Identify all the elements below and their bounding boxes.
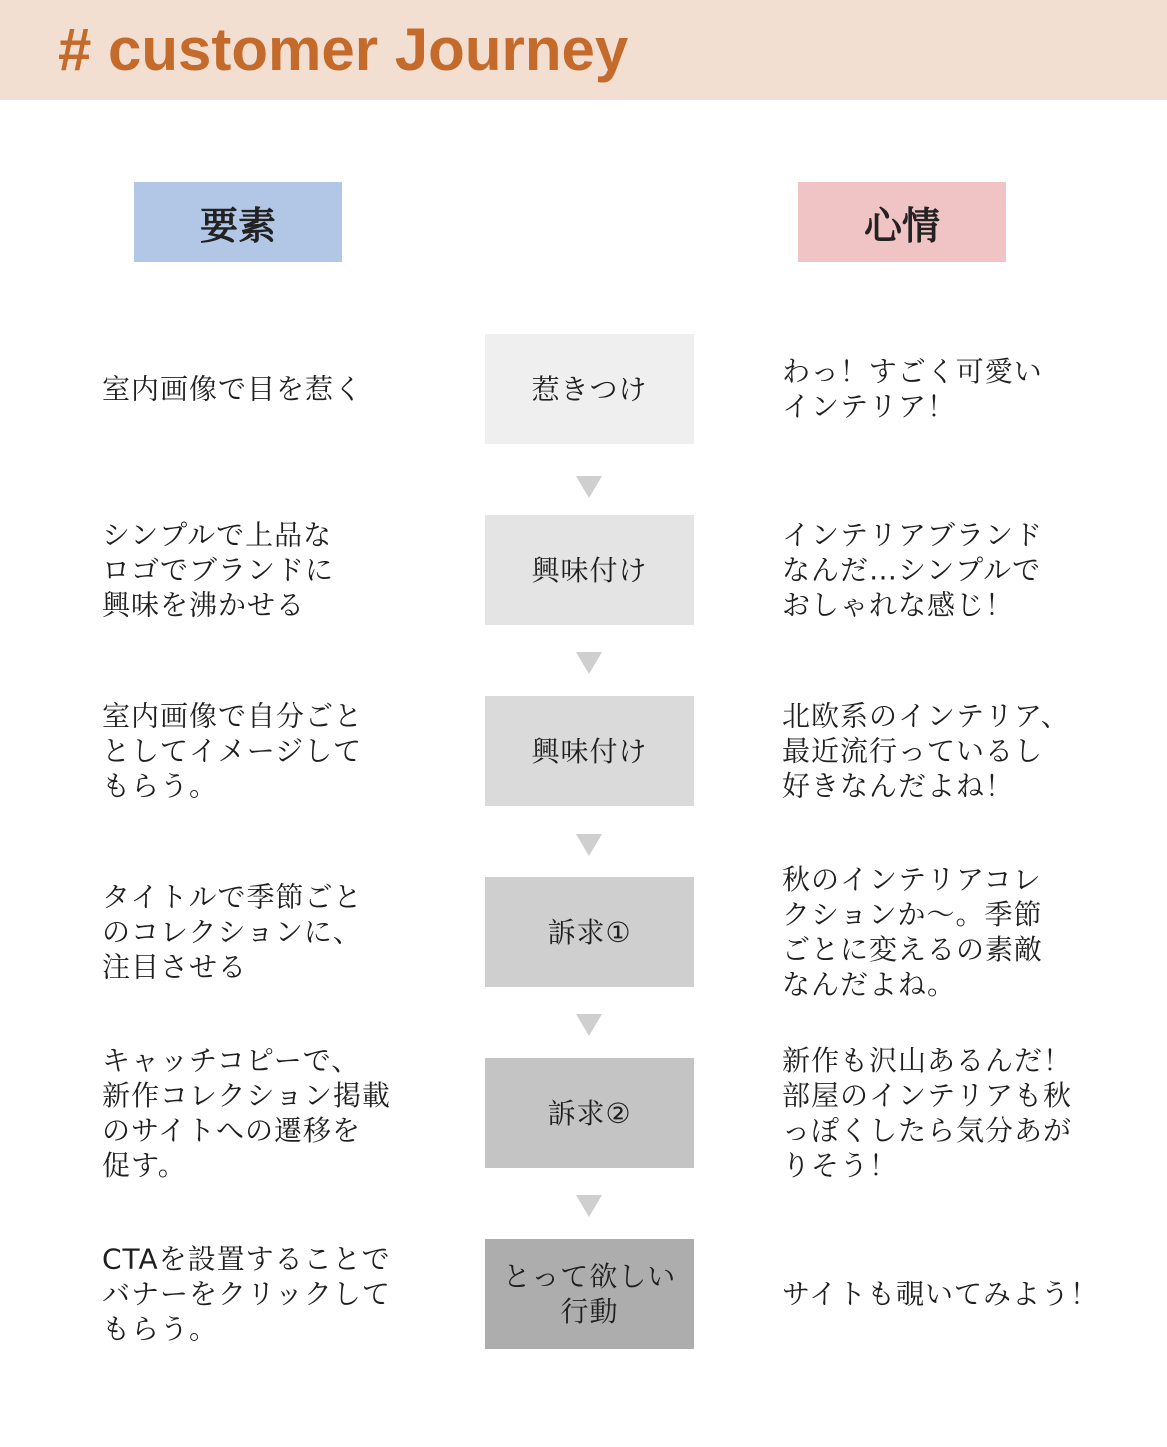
emotion-text: 北欧系のインテリア、 最近流行っているし 好きなんだよね！ — [782, 699, 1070, 803]
element-text: 室内画像で自分ごと としてイメージして もらう。 — [102, 699, 364, 803]
journey-row — [0, 1239, 1167, 1349]
journey-row — [0, 696, 1167, 806]
journey-row — [0, 334, 1167, 444]
column-header-elements: 要素 — [134, 182, 342, 262]
emotion-text: インテリアブランド なんだ…シンプルで おしゃれな感じ！ — [782, 518, 1044, 622]
column-header-emotion: 心情 — [798, 182, 1006, 262]
emotion-text: 秋のインテリアコレ クションか〜。季節 ごとに変えるの素敵 なんだよね。 — [782, 863, 1044, 1001]
flow-arrow — [576, 1014, 602, 1036]
flow-arrow — [576, 1195, 602, 1217]
element-text: タイトルで季節ごと のコレクションに、 注目させる — [102, 880, 363, 984]
stage-box: 訴求① — [485, 877, 694, 987]
header-band — [0, 0, 1167, 100]
emotion-text: 新作も沢山あるんだ！ 部屋のインテリアも秋 っぽくしたら気分あが りそう！ — [782, 1044, 1073, 1182]
emotion-text: サイトも覗いてみよう！ — [782, 1277, 1100, 1311]
journey-row — [0, 863, 1167, 1001]
flow-arrow — [576, 834, 602, 856]
stage-box: 訴求② — [485, 1058, 694, 1168]
element-text: シンプルで上品な ロゴでブランドに 興味を沸かせる — [102, 518, 335, 622]
element-text: CTAを設置することで バナーをクリックして もらう。 — [102, 1242, 391, 1346]
element-text: キャッチコピーで、 新作コレクション掲載 のサイトへの遷移を 促す。 — [102, 1044, 391, 1182]
journey-row — [0, 515, 1167, 625]
emotion-text: わっ！すごく可愛い インテリア！ — [782, 355, 1043, 423]
element-text: 室内画像で目を惹く — [102, 372, 364, 406]
flow-arrow — [576, 652, 602, 674]
page-title: # customer Journey — [58, 16, 629, 83]
stage-box: 興味付け — [485, 696, 694, 806]
journey-row — [0, 1044, 1167, 1182]
stage-box: とって欲しい 行動 — [485, 1239, 694, 1349]
flow-arrow — [576, 476, 602, 498]
stage-box: 興味付け — [485, 515, 694, 625]
stage-box: 惹きつけ — [485, 334, 694, 444]
